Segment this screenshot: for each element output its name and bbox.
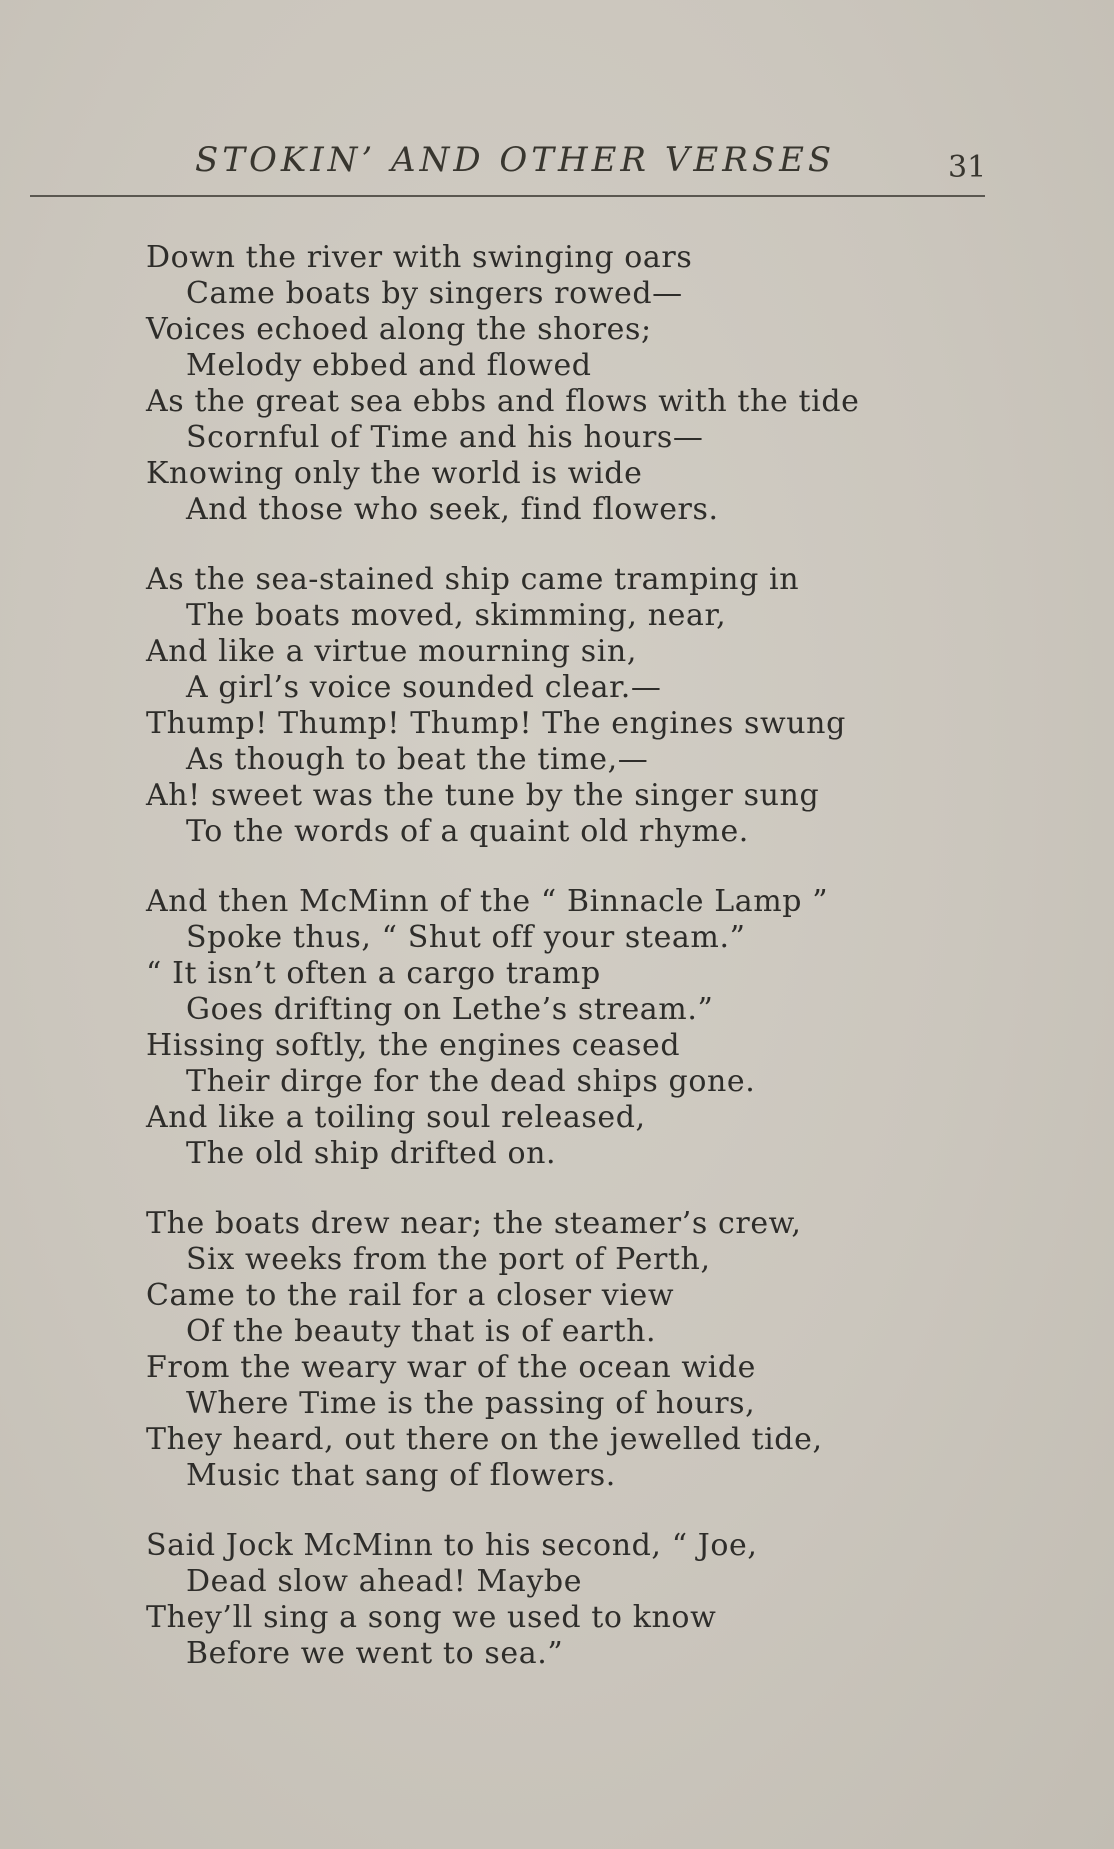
poem-line: Melody ebbed and flowed [186, 348, 592, 383]
stanza-2 [146, 562, 1026, 850]
page-number: 31 [948, 150, 987, 185]
poem-line: “ It isn’t often a cargo tramp [146, 956, 601, 991]
stanza-3 [146, 884, 1026, 1172]
poem-line: As the sea-stained ship came tramping in [146, 562, 800, 597]
poem-line: The old ship drifted on. [186, 1136, 557, 1171]
poem-line: Where Time is the passing of hours, [186, 1386, 756, 1421]
poem-line: And then McMinn of the “ Binnacle Lamp ” [146, 884, 829, 919]
poem-line: Six weeks from the port of Perth, [186, 1242, 711, 1277]
poem-line: Dead slow ahead! Maybe [186, 1564, 583, 1599]
poem-line: Spoke thus, “ Shut off your steam.” [186, 920, 746, 955]
stanza-5 [146, 1528, 1026, 1672]
poem-line: Voices echoed along the shores; [146, 312, 652, 347]
header-rule [30, 195, 985, 197]
poem-line: And like a toiling soul released, [146, 1100, 646, 1135]
poem-line: They’ll sing a song we used to know [146, 1600, 717, 1635]
poem-line: Came boats by singers rowed— [186, 276, 683, 311]
poem-line: Said Jock McMinn to his second, “ Joe, [146, 1528, 758, 1563]
poem-line: And like a virtue mourning sin, [146, 634, 637, 669]
poem-line: Knowing only the world is wide [146, 456, 643, 491]
poem-line: The boats drew near; the steamer’s crew, [146, 1206, 802, 1241]
poem-body [146, 240, 1026, 1706]
running-title: STOKIN’ AND OTHER VERSES [195, 140, 836, 180]
poem-line: Their dirge for the dead ships gone. [186, 1064, 756, 1099]
poem-line: Before we went to sea.” [186, 1636, 564, 1671]
poem-line: To the words of a quaint old rhyme. [186, 814, 749, 849]
poem-line: The boats moved, skimming, near, [186, 598, 727, 633]
poem-line: Goes drifting on Lethe’s stream.” [186, 992, 714, 1027]
poem-line: Hissing softly, the engines ceased [146, 1028, 681, 1063]
poem-line: Ah! sweet was the tune by the singer sung [146, 778, 820, 813]
poem-line: Scornful of Time and his hours— [186, 420, 704, 455]
poem-line: They heard, out there on the jewelled tide, [146, 1422, 823, 1457]
stanza-1 [146, 240, 1026, 528]
poem-line: And those who seek, find flowers. [186, 492, 719, 527]
poem-line: Music that sang of flowers. [186, 1458, 616, 1493]
poem-line: Came to the rail for a closer view [146, 1278, 675, 1313]
stanza-4 [146, 1206, 1026, 1494]
poem-line: As the great sea ebbs and flows with the tide [146, 384, 860, 419]
poem-line: Down the river with swinging oars [146, 240, 693, 275]
poem-line: As though to beat the time,— [186, 742, 649, 777]
poem-line: A girl’s voice sounded clear.— [186, 670, 662, 705]
poem-line: Thump! Thump! Thump! The engines swung [146, 706, 846, 741]
poem-line: Of the beauty that is of earth. [186, 1314, 657, 1349]
poem-line: From the weary war of the ocean wide [146, 1350, 757, 1385]
